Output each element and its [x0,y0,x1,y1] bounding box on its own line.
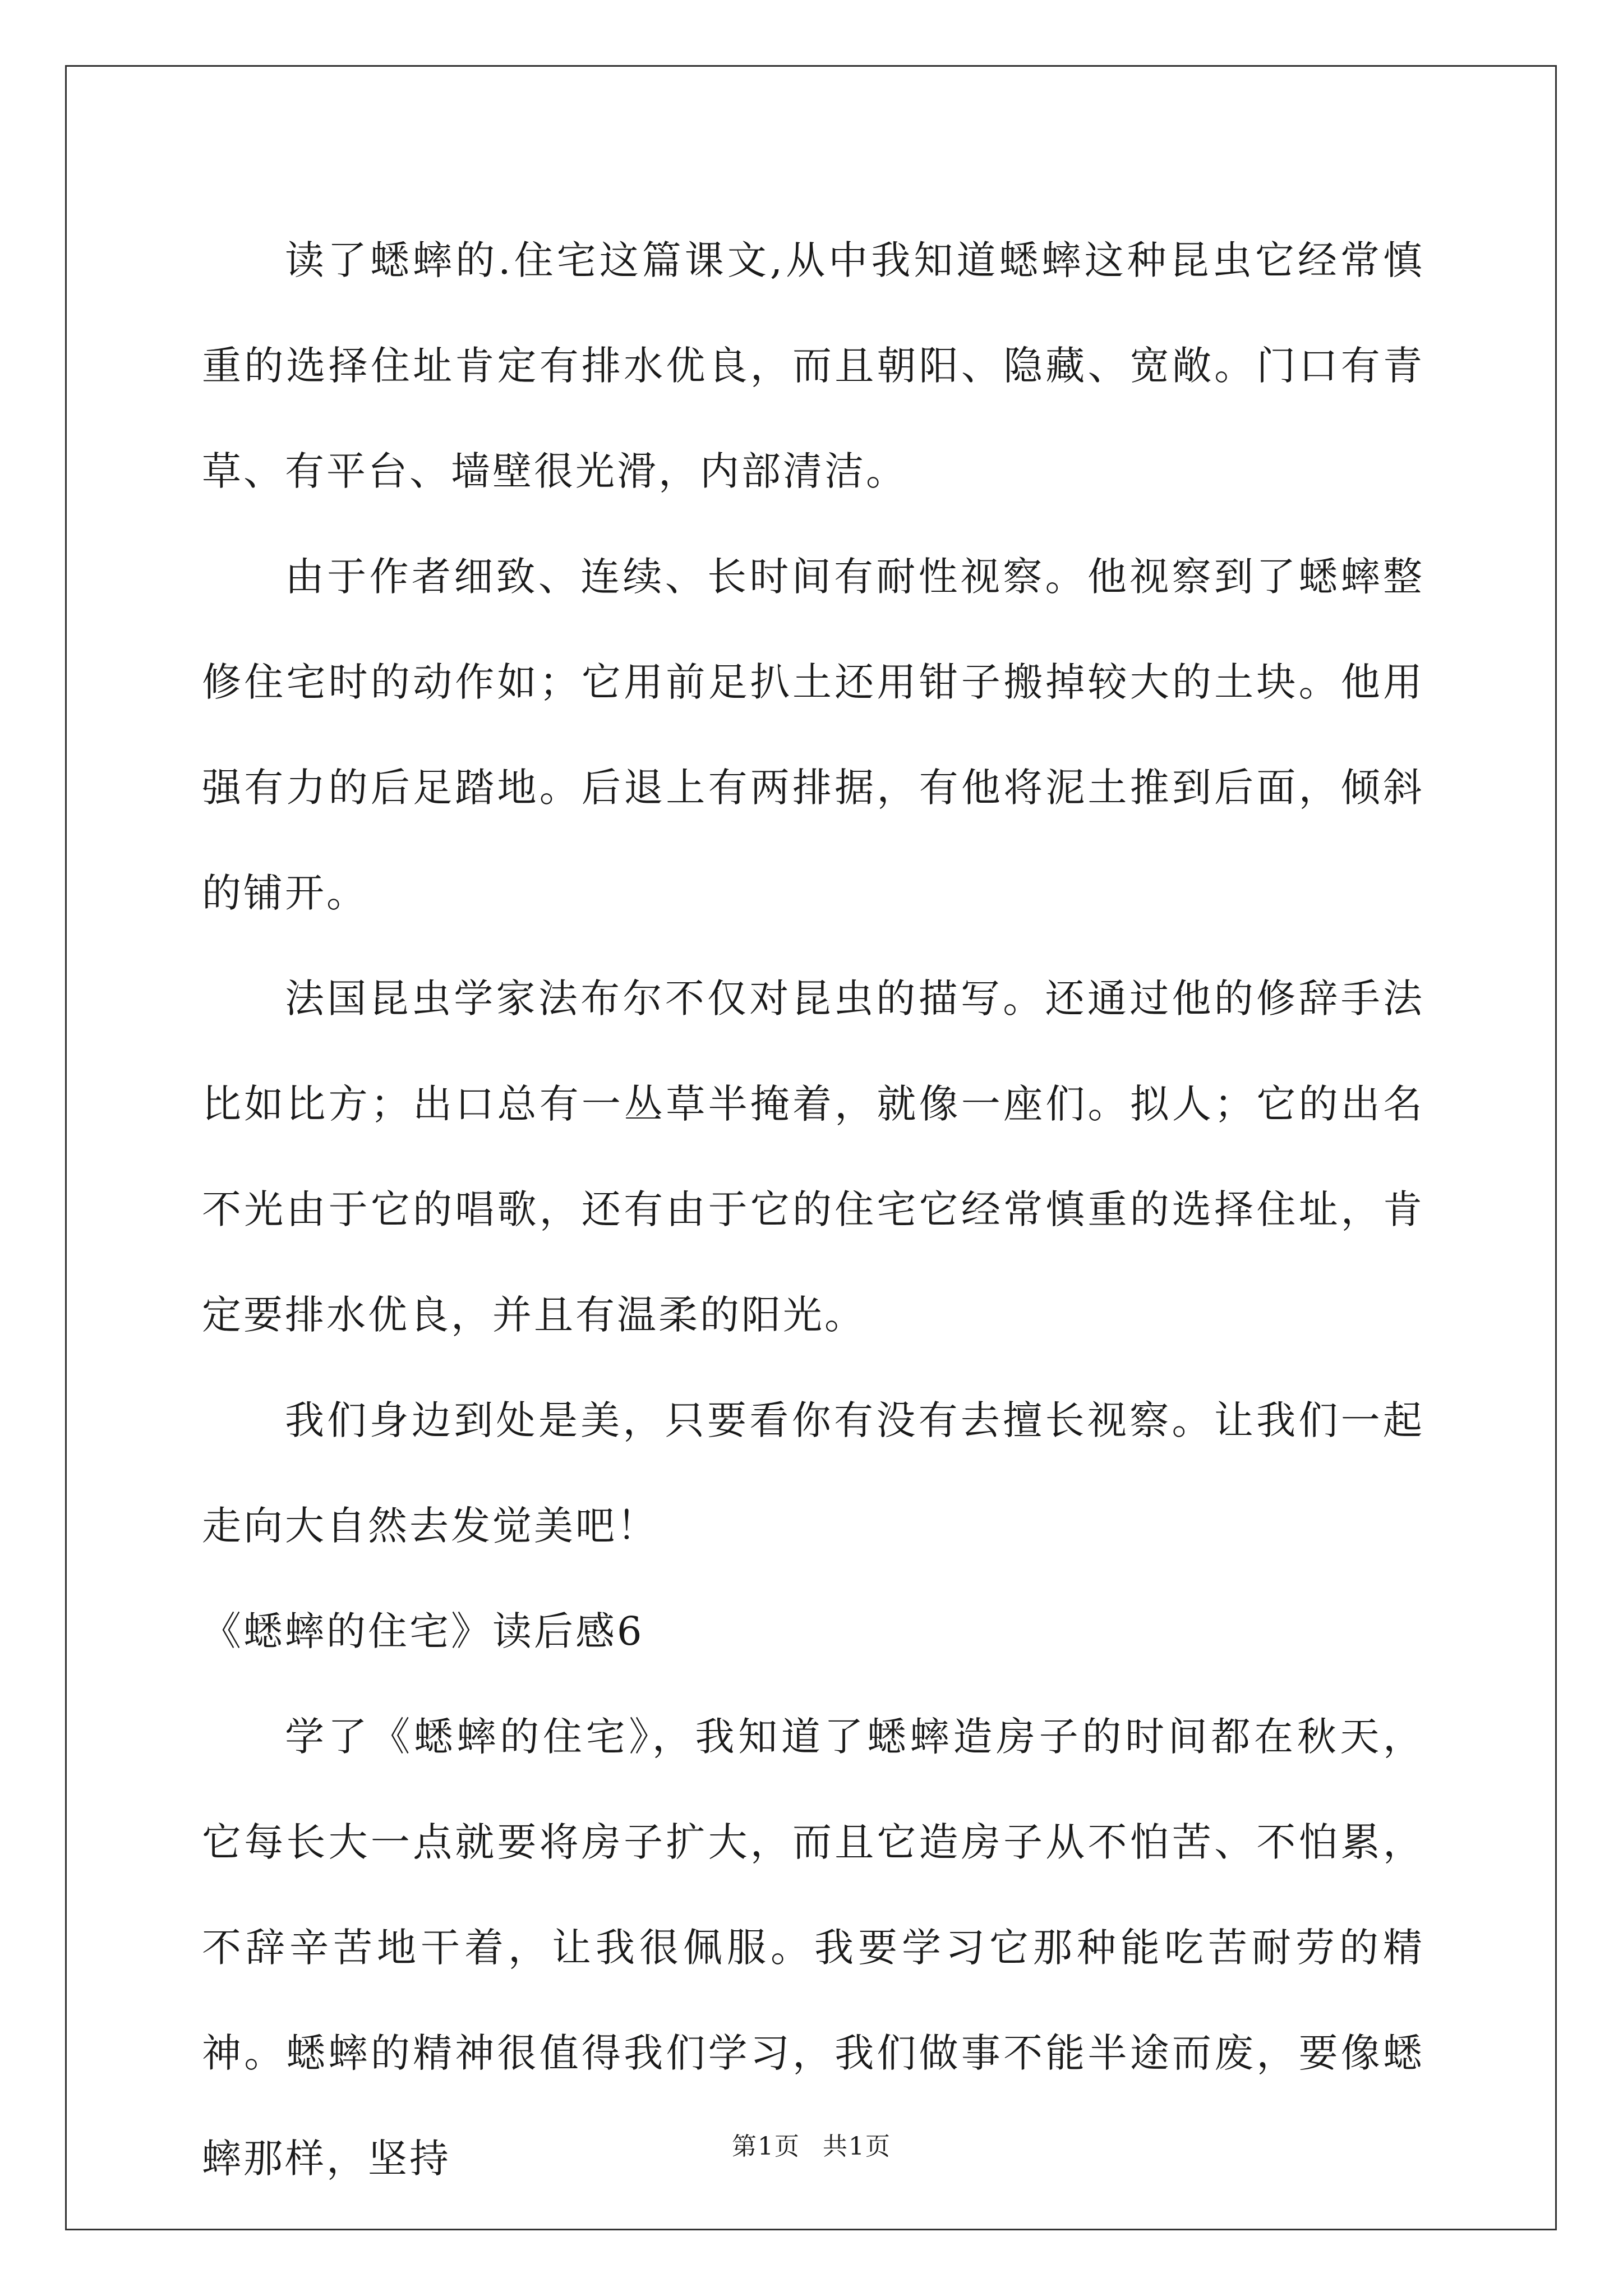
paragraph-3: 法国昆虫学家法布尔不仅对昆虫的描写。还通过他的修辞手法比如比方；出口总有一丛草半掩着，就像一座们。拟人；它的出名不光由于它的唱歌，还有由于它的住宅它经常慎重的选择住址，肯定要排水优良，并且有温柔的阳光。 [202,976,1424,1338]
paragraph-5: 学了《蟋蟀的住宅》，我知道了蟋蟀造房子的时间都在秋天，它每长大一点就要将房子扩大，而且它造房子从不怕苦、不怕累，不辞辛苦地干着，让我很佩服。我要学习它那种能吃苦耐劳的精神。蟋蟀的精神很值得我们学习，我们做事不能半途而废，要像蟋蟀那样，坚持 [202,1714,1424,2182]
page-footer [0,2126,1623,2162]
document-body [202,208,1424,2211]
page-total: 共1页 [823,2132,891,2161]
section-heading: 《蟋蟀的住宅》读后感6 [202,1608,644,1654]
paragraph-4: 我们身边到处是美，只要看你有没有去擅长视察。让我们一起走向大自然去发觉美吧！ [202,1397,1424,1549]
page-number: 第1页 [732,2132,800,2161]
paragraph-1: 读了蟋蟀的.住宅这篇课文,从中我知道蟋蟀这种昆虫它经常慎重的选择住址肯定有排水优良，而且朝阳、隐藏、宽敞。门口有青草、有平台、墙壁很光滑，内部清洁。 [202,237,1424,494]
paragraph-2: 由于作者细致、连续、长时间有耐性视察。他视察到了蟋蟀整修住宅时的动作如；它用前足扒土还用钳子搬掉较大的土块。他用强有力的后足踏地。后退上有两排据，有他将泥土推到后面，倾斜的铺开。 [202,554,1424,916]
